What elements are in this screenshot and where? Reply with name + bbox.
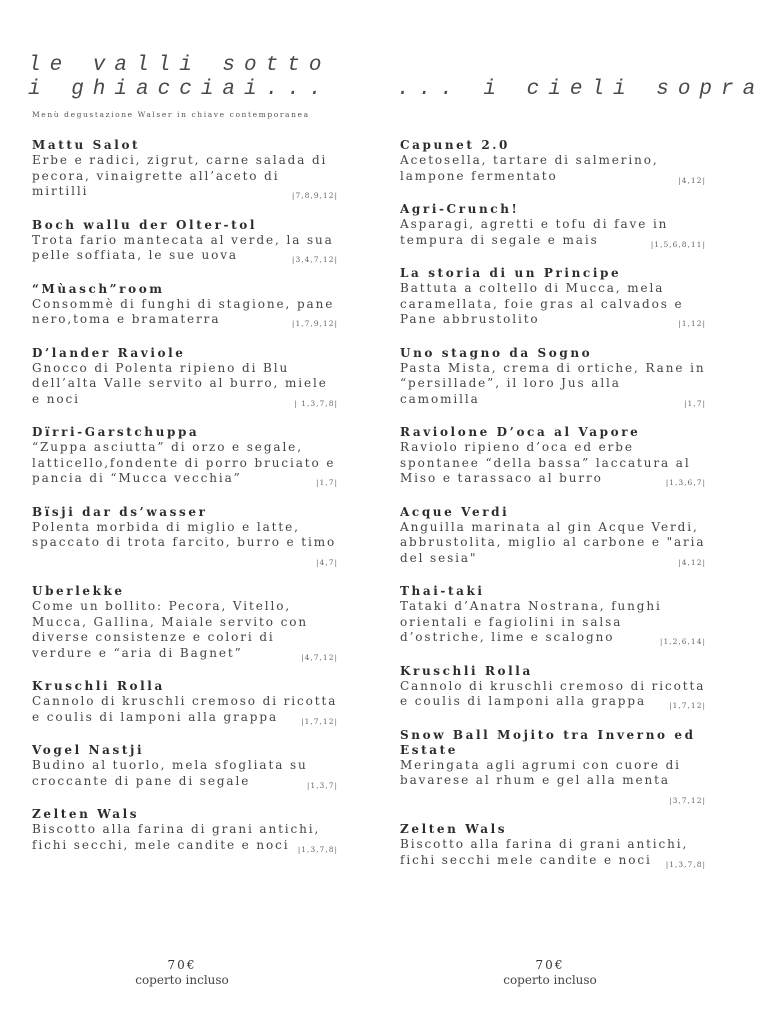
dish-item [32, 679, 338, 729]
dish-item [400, 138, 706, 188]
dish-description [32, 822, 338, 853]
dish-allergens: | 1,3,7,8| [294, 398, 338, 408]
title-right: ... i cieli sopra [397, 78, 764, 101]
dish-description-text: “Zuppa asciutta” di orzo e segale, latticello,fondente di porro bruciato e pancia di “Mucca vecchia” [32, 440, 336, 485]
price-note-right: coperto incluso [503, 973, 597, 987]
dish-allergens: |1,7| [684, 398, 706, 408]
dish-item [32, 138, 338, 204]
dish-description-text: Cannolo di kruschli cremoso di ricotta e coulis di lamponi alla grappa [32, 694, 338, 724]
dish-name: Acque Verdi [400, 504, 510, 519]
dish-description [32, 153, 338, 200]
dish-allergens: |3,7,12| [669, 795, 706, 805]
dish-description-text: Anguilla marinata al gin Acque Verdi, abbrustolita, miglio al carbone e "aria del sesia" [400, 519, 706, 565]
dish-name: Raviolone D’oca al Vapore [400, 425, 641, 439]
dish-name: Capunet 2.0 [400, 138, 510, 152]
dish-allergens: |1,3,7,8| [665, 859, 706, 869]
dish-name: “Mùasch”room [32, 281, 165, 296]
dish-item [400, 346, 706, 412]
dish-item [400, 664, 706, 714]
dish-name: Boch wallu der Olter-tol [32, 217, 258, 232]
dish-name: D’lander Raviole [32, 345, 186, 360]
dish-description [32, 599, 338, 661]
dish-item [400, 505, 706, 571]
dish-description [32, 758, 338, 789]
dish-allergens: |1,7,12| [669, 701, 706, 710]
dish-allergens: |1,7| [316, 478, 338, 487]
dish-allergens: |1,3,6,7| [665, 478, 706, 487]
dish-item [32, 505, 338, 571]
dish-name: La storia di un Principe [400, 266, 622, 280]
dish-name: Zelten Wals [400, 822, 508, 836]
dish-name: Uno stagno da Sogno [400, 345, 593, 360]
title-left-line1: le valli sotto [28, 54, 331, 77]
right-price-block [475, 958, 625, 988]
dish-allergens: |4,12| [678, 175, 706, 185]
dish-name: Zelten Wals [32, 807, 140, 821]
dish-item [32, 218, 338, 268]
dish-name: Kruschli Rolla [400, 663, 533, 678]
title-left-line2: i ghiacciai... [28, 78, 331, 101]
dish-description-text: Gnocco di Polenta ripieno di Blu dell’alta Valle servito al burro, miele e noci [32, 360, 328, 406]
dish-description-text: Cannolo di kruschli cremoso di ricotta e coulis di lamponi alla grappa [400, 678, 706, 708]
menu-subtitle: Menù degustazione Walser in chiave contemporanea [32, 110, 310, 119]
dish-description [400, 837, 706, 868]
dish-item [32, 743, 338, 793]
dish-item [32, 282, 338, 332]
dish-allergens: |3,4,7,12| [291, 255, 338, 264]
dish-description [32, 440, 338, 487]
dish-description-text: Trota fario mantecata al verde, la sua pelle soffiata, le sue uova [32, 232, 334, 262]
dish-description-text: Polenta morbida di miglio e latte, spaccato di trota farcito, burro e timo [32, 519, 337, 549]
dish-description [400, 217, 706, 248]
dish-description [400, 153, 706, 184]
dish-name: Thai-taki [400, 584, 485, 598]
dish-description-text: Biscotto alla farina di grani antichi, fichi secchi, mele candite e noci [32, 822, 321, 852]
dish-name: Mattu Salot [32, 138, 141, 152]
dish-allergens: |4,7,12| [301, 652, 338, 662]
dish-item [32, 807, 338, 857]
dish-name: Agri-Crunch! [400, 202, 520, 216]
dish-item [32, 425, 338, 491]
dish-item [32, 346, 338, 412]
left-price-block [107, 958, 257, 988]
dish-item [400, 425, 706, 491]
dish-item [400, 728, 706, 809]
dish-item [400, 266, 706, 332]
price-note-left: coperto incluso [135, 973, 229, 987]
dish-description-text: Biscotto alla farina di grani antichi, fichi secchi mele candite e noci [400, 837, 689, 867]
dish-name: Kruschli Rolla [32, 679, 165, 693]
dish-description [400, 679, 706, 710]
dish-description-text: Meringata agli agrumi con cuore di bavarese al rhum e gel alla menta [400, 757, 681, 787]
dish-allergens: |1,7,9,12| [291, 319, 338, 328]
dish-allergens: |7,8,9,12| [291, 191, 338, 200]
dish-allergens: |1,3,7| [306, 780, 338, 790]
dish-description [32, 297, 338, 328]
dish-description [400, 757, 706, 805]
dish-allergens: |1,12| [678, 319, 706, 328]
dish-description [400, 281, 706, 328]
dish-description [400, 599, 706, 646]
right-menu-column [400, 138, 706, 886]
dish-description [400, 361, 706, 408]
dish-description-text: Raviolo ripieno d’oca ed erbe spontanee “della bassa” laccatura al Miso e tarassaco al burro [400, 440, 691, 485]
dish-name: Snow Ball Mojito tra Inverno ed Estate [400, 727, 696, 757]
dish-name: Dïrri-Garstchuppa [32, 425, 200, 439]
dish-item [400, 584, 706, 650]
dish-name: Uberlekke [32, 584, 125, 598]
dish-description [400, 440, 706, 487]
dish-description-text: Battuta a coltello di Mucca, mela caramellata, foie gras al calvados e Pane abbrustolito [400, 281, 684, 326]
dish-allergens: |1,2,6,14| [659, 637, 706, 646]
dish-description [32, 519, 338, 567]
price-left: 70€ [167, 958, 197, 972]
dish-item [32, 584, 338, 665]
dish-description [32, 361, 338, 408]
price-right: 70€ [535, 958, 565, 972]
dish-description [400, 520, 706, 567]
dish-allergens: |4,12| [678, 557, 706, 567]
dish-description-text: Erbe e radici, zigrut, carne salada di pecora, vinaigrette all’aceto di mirtilli [32, 153, 328, 198]
dish-description-text: Acetosella, tartare di salmerino, lampone fermentato [400, 153, 659, 183]
dish-allergens: |4,7| [316, 557, 338, 567]
dish-allergens: |1,5,6,8,11| [650, 239, 706, 249]
dish-name: Bïsji dar ds’wasser [32, 504, 208, 519]
dish-item [400, 202, 706, 252]
dish-description-text: Consommè di funghi di stagione, pane nero,toma e bramaterra [32, 296, 335, 326]
left-menu-column [32, 138, 338, 871]
dish-description-text: Tataki d’Anatra Nostrana, funghi orientali e fagiolini in salsa d’ostriche, lime e scalogno [400, 599, 662, 644]
dish-allergens: |1,7,12| [301, 716, 338, 726]
dish-item [400, 822, 706, 872]
dish-description-text: Come un bollito: Pecora, Vitello, Mucca, Gallina, Maiale servito con diverse consistenze e colori di verdure e “aria di Bagnet” [32, 599, 308, 660]
dish-description-text: Asparagi, agretti e tofu di fave in tempura di segale e mais [400, 217, 669, 247]
dish-description [32, 233, 338, 264]
dish-description-text: Pasta Mista, crema di ortiche, Rane in “persillade”, il loro Jus alla camomilla [400, 360, 706, 406]
dish-description [32, 694, 338, 725]
dish-description-text: Budino al tuorlo, mela sfogliata su croccante di pane di segale [32, 758, 308, 788]
dish-name: Vogel Nastji [32, 743, 145, 757]
dish-allergens: |1,3,7,8| [297, 844, 338, 854]
